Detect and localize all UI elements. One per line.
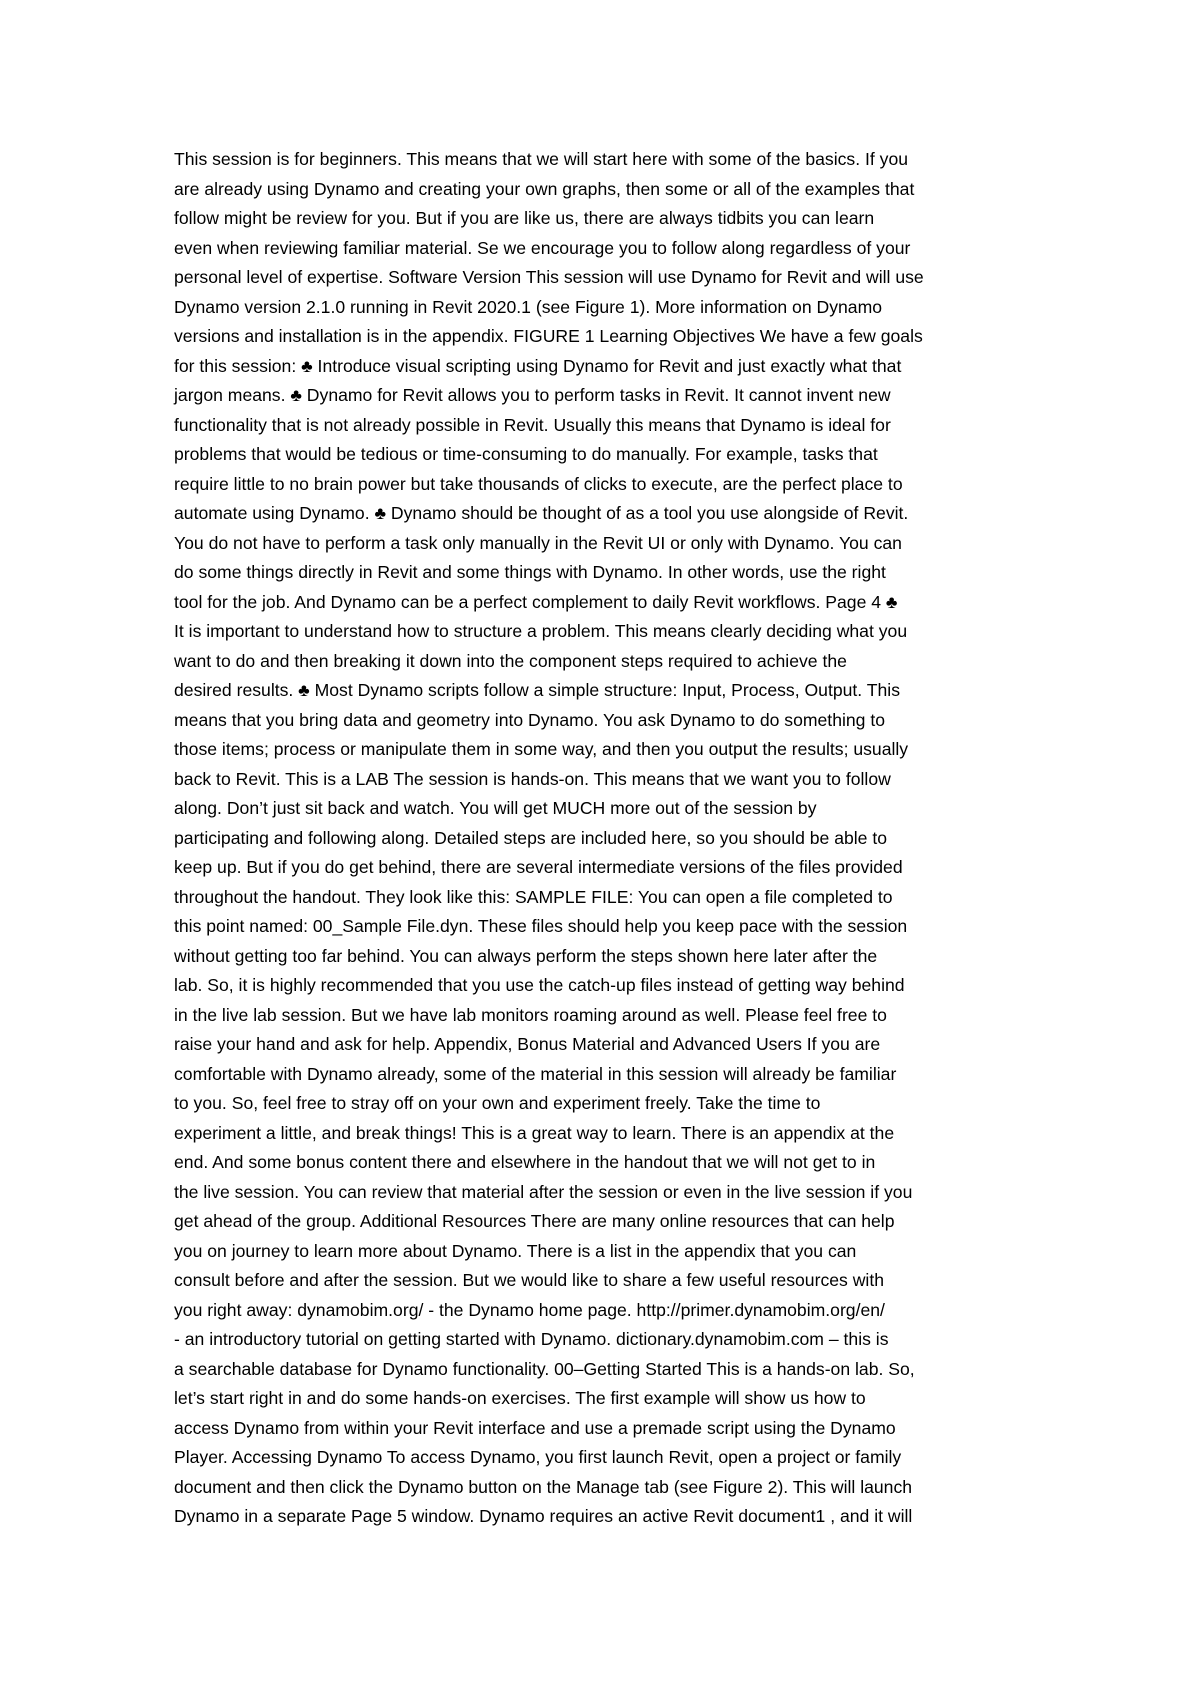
- text-line: raise your hand and ask for help. Appendix, Bonus Material and Advanced Users If you are: [174, 1034, 881, 1054]
- text-line: means that you bring data and geometry into Dynamo. You ask Dynamo to do something to: [174, 709, 886, 730]
- text-line: without getting too far behind. You can always perform the steps shown here later after the: [174, 945, 878, 966]
- text-line: even when reviewing familiar material. Se we encourage you to follow along regardless of your: [174, 237, 911, 258]
- text-line: want to do and then breaking it down into the component steps required to achieve the: [174, 650, 847, 671]
- text-line: are already using Dynamo and creating your own graphs, then some or all of the examples that: [174, 178, 915, 199]
- text-line: - an introductory tutorial on getting started with Dynamo. dictionary.dynamobim.com – this is: [174, 1329, 889, 1349]
- text-line: follow might be review for you. But if you are like us, there are always tidbits you can learn: [174, 208, 875, 228]
- text-line: You do not have to perform a task only manually in the Revit UI or only with Dynamo. You can: [174, 532, 902, 553]
- text-line: let’s start right in and do some hands-on exercises. The first example will show us how to: [174, 1388, 866, 1408]
- text-line: jargon means. ♣ Dynamo for Revit allows you to perform tasks in Revit. It cannot invent new: [174, 385, 891, 405]
- text-line: keep up. But if you do get behind, there are several intermediate versions of the files provided: [174, 857, 903, 877]
- text-line: require little to no brain power but take thousands of clicks to execute, are the perfect place to: [174, 473, 903, 494]
- text-line: Dynamo in a separate Page 5 window. Dynamo requires an active Revit document1 , and it will: [174, 1506, 913, 1526]
- text-line: those items; process or manipulate them in some way, and then you output the results; usually: [174, 739, 909, 759]
- text-line: back to Revit. This is a LAB The session is hands-on. This means that we want you to follow: [174, 768, 891, 789]
- text-line: the live session. You can review that material after the session or even in the live session if you: [174, 1181, 913, 1202]
- text-line: personal level of expertise. Software Version This session will use Dynamo for Revit and will use: [174, 267, 924, 287]
- text-line: problems that would be tedious or time-consuming to do manually. For example, tasks that: [174, 444, 878, 464]
- text-line: versions and installation is in the appendix. FIGURE 1 Learning Objectives We have a few goals: [174, 326, 923, 346]
- text-line: Dynamo version 2.1.0 running in Revit 2020.1 (see Figure 1). More information on Dynamo: [174, 296, 883, 317]
- text-line: participating and following along. Detailed steps are included here, so you should be able to: [174, 827, 888, 848]
- text-line: in the live lab session. But we have lab monitors roaming around as well. Please feel free to: [174, 1004, 887, 1025]
- text-line: this point named: 00_Sample File.dyn. These files should help you keep pace with the session: [174, 916, 908, 936]
- text-line: comfortable with Dynamo already, some of the material in this session will already be familiar: [174, 1063, 897, 1084]
- text-line: throughout the handout. They look like this: SAMPLE FILE: You can open a file completed to: [174, 886, 893, 907]
- text-line: along. Don’t just sit back and watch. You will get MUCH more out of the session by: [174, 798, 817, 818]
- text-line: to you. So, feel free to stray off on your own and experiment freely. Take the time to: [174, 1093, 821, 1113]
- text-line: end. And some bonus content there and elsewhere in the handout that we will not get to in: [174, 1152, 876, 1172]
- body-text: [174, 145, 1054, 1532]
- text-line: for this session: ♣ Introduce visual scripting using Dynamo for Revit and just exactly what that: [174, 355, 902, 376]
- text-line: access Dynamo from within your Revit interface and use a premade script using the Dynamo: [174, 1417, 896, 1438]
- text-line: you on journey to learn more about Dynamo. There is a list in the appendix that you can: [174, 1240, 857, 1261]
- text-line: experiment a little, and break things! This is a great way to learn. There is an appendix at the: [174, 1122, 895, 1143]
- text-line: lab. So, it is highly recommended that you use the catch-up files instead of getting way behind: [174, 975, 905, 995]
- text-line: get ahead of the group. Additional Resources There are many online resources that can help: [174, 1211, 895, 1231]
- text-line: tool for the job. And Dynamo can be a perfect complement to daily Revit workflows. Page 4 ♣: [174, 591, 898, 612]
- text-line: functionality that is not already possible in Revit. Usually this means that Dynamo is ideal for: [174, 414, 891, 435]
- text-line: desired results. ♣ Most Dynamo scripts follow a simple structure: Input, Process, Output. This: [174, 680, 900, 700]
- text-line: This session is for beginners. This means that we will start here with some of the basics. If you: [174, 149, 909, 169]
- text-line: you right away: dynamobim.org/ - the Dynamo home page. http://primer.dynamobim.org/en/: [174, 1299, 885, 1320]
- text-line: consult before and after the session. But we would like to share a few useful resources with: [174, 1270, 884, 1290]
- text-line: do some things directly in Revit and some things with Dynamo. In other words, use the right: [174, 562, 886, 582]
- text-line: automate using Dynamo. ♣ Dynamo should be thought of as a tool you use alongside of Revit.: [174, 503, 909, 523]
- text-line: Player. Accessing Dynamo To access Dynamo, you first launch Revit, open a project or family: [174, 1447, 902, 1467]
- text-line: a searchable database for Dynamo functionality. 00–Getting Started This is a hands-on lab. So,: [174, 1358, 915, 1379]
- text-line: It is important to understand how to structure a problem. This means clearly deciding what you: [174, 621, 908, 641]
- text-line: document and then click the Dynamo button on the Manage tab (see Figure 2). This will launch: [174, 1476, 913, 1497]
